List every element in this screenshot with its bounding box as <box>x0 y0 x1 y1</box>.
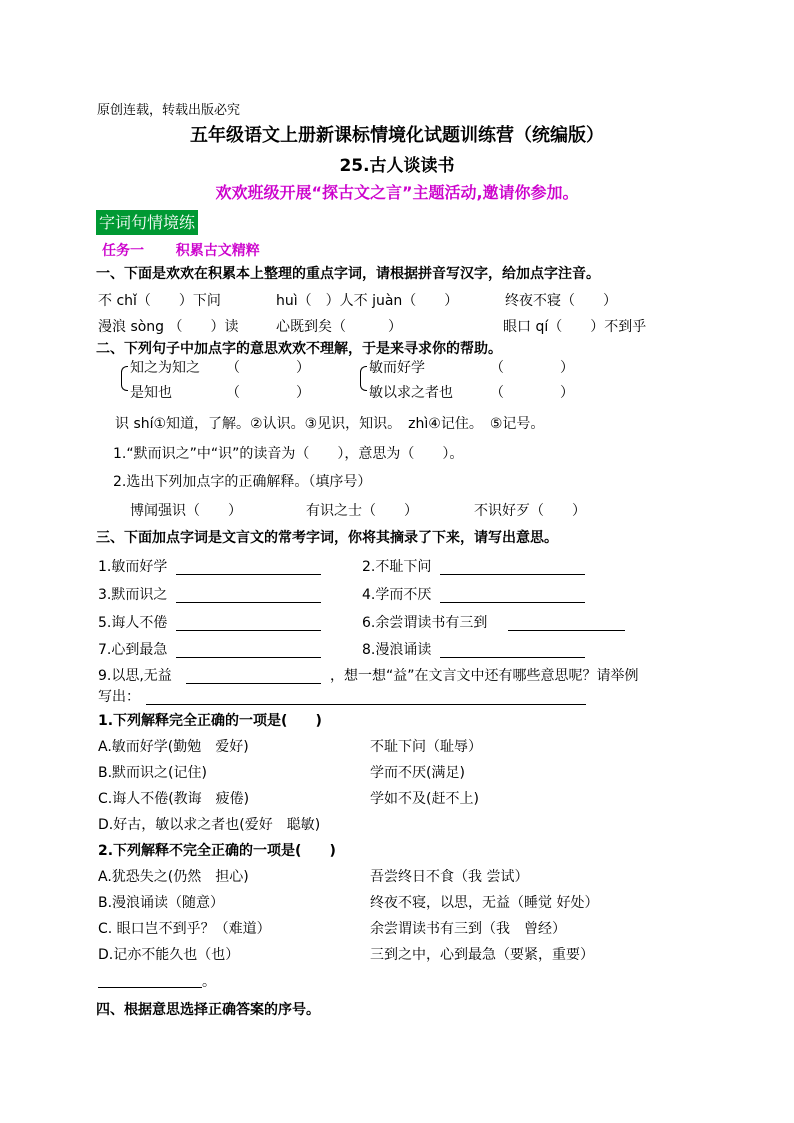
shi-definitions: 识 shí①知道，了解。②认识。③见识，知识。 zhì④记住。 ⑤记号。 <box>115 416 545 432</box>
mc2-option: 三到之中，心到最急（要紧，重要） <box>370 947 594 963</box>
answer-line[interactable] <box>440 574 585 575</box>
mc2-option: C. 眼口岂不到乎？（难道） <box>98 921 271 937</box>
mc2-heading: 2.下列解释不完全正确的一项是( ) <box>98 843 336 859</box>
q3-item: 6.余尝谓读书有三到 <box>362 615 488 631</box>
answer-line[interactable] <box>176 657 321 658</box>
mc2-option: 余尝谓读书有三到（我 曾经） <box>370 921 566 937</box>
q1-heading: 一、下面是欢欢在积累本上整理的重点字词，请根据拼音写汉字，给加点字注音。 <box>96 266 600 282</box>
answer-line[interactable] <box>176 630 321 631</box>
mc1-option: B.默而识之(记住) <box>98 765 207 781</box>
answer-paren: （ ） <box>490 360 574 376</box>
mc2-option: 终夜不寝，以思，无益（睡觉 好处） <box>370 895 599 911</box>
q1-item: 漫浪 sòng （ ）读 <box>98 319 239 335</box>
answer-line[interactable] <box>98 987 202 988</box>
mc1-option: D.好古，敏以求之者也(爱好 聪敏) <box>98 817 321 833</box>
section-banner: 字词句情境练 <box>96 210 198 235</box>
answer-line[interactable] <box>440 602 585 603</box>
activity-invitation: 欢欢班级开展“探古文之言”主题活动,邀请你参加。 <box>215 183 579 202</box>
mc1-option: C.诲人不倦(教诲 疲倦) <box>98 791 250 807</box>
q2-sub2-item: 有识之士（ ） <box>306 503 418 519</box>
answer-paren: （ ） <box>490 385 574 401</box>
mc2-option: D.记亦不能久也（也） <box>98 947 240 963</box>
answer-line[interactable] <box>176 602 321 603</box>
answer-line[interactable] <box>440 657 585 658</box>
q3-item: 2.不耻下问 <box>362 559 432 575</box>
answer-paren: （ ） <box>226 360 310 376</box>
phrase: 敏以求之者也 <box>369 385 453 401</box>
copyright-notice: 原创连载，转载出版必究 <box>97 103 241 118</box>
q1-item: 眼口 qí（ ）不到乎 <box>503 319 647 335</box>
mc2-option: 吾尝终日不食（我 尝试） <box>370 869 529 885</box>
q3-item: 8.漫浪诵读 <box>362 642 432 658</box>
q2-sub2-item: 不识好歹（ ） <box>474 503 586 519</box>
q2-sub1: 1.“默而识之”中“识”的读音为（ ），意思为（ ）。 <box>113 446 464 462</box>
brace-right <box>360 378 367 391</box>
q3-write-prompt: 写出： <box>98 689 140 705</box>
q1-item: 不 chǐ（ ）下问 <box>98 293 221 309</box>
end-mark: 。 <box>202 974 216 990</box>
q3-item: 5.诲人不倦 <box>98 615 168 631</box>
phrase: 知之为知之 <box>130 360 200 376</box>
q3-heading: 三、下面加点字词是文言文的常考字词，你将其摘录了下来，请写出意思。 <box>96 530 558 546</box>
task-name: 积累古文精粹 <box>175 243 260 259</box>
task-heading <box>102 240 260 260</box>
page-title: 五年级语文上册新课标情境化试题训练营（统编版） <box>190 125 604 146</box>
q2-sub2: 2.选出下列加点字的正确解释。（填序号） <box>113 474 372 490</box>
mc2-option: B.漫浪诵读（随意） <box>98 895 225 911</box>
q3-item: 3.默而识之 <box>98 587 168 603</box>
task-label: 任务一 <box>102 243 144 259</box>
mc1-option: 学如不及(赶不上) <box>370 791 479 807</box>
q3-item-tail: ，想一想“益”在文言文中还有哪些意思呢？请举例 <box>330 668 639 684</box>
mc1-heading: 1.下列解释完全正确的一项是( ) <box>98 713 322 729</box>
q3-item: 7.心到最急 <box>98 642 168 658</box>
answer-paren: （ ） <box>226 385 310 401</box>
phrase: 敏而好学 <box>369 360 425 376</box>
answer-line[interactable] <box>508 630 625 631</box>
answer-line[interactable] <box>176 574 321 575</box>
answer-line[interactable] <box>186 683 321 684</box>
mc1-option: 不耻下问（耻辱） <box>370 739 482 755</box>
brace-left <box>121 378 128 391</box>
q4-heading: 四、根据意思选择正确答案的序号。 <box>96 1002 320 1018</box>
mc1-option: A.敏而好学(勤勉 爱好) <box>98 739 249 755</box>
q1-item: 终夜不寝（ ） <box>505 293 617 309</box>
q3-item: 1.敏而好学 <box>98 559 168 575</box>
q2-heading: 二、下列句子中加点字的意思欢欢不理解，于是来寻求你的帮助。 <box>96 341 502 357</box>
phrase: 是知也 <box>130 385 172 401</box>
mc1-option: 学而不厌(满足) <box>370 765 465 781</box>
q1-item: 心既到矣（ ） <box>276 319 402 335</box>
lesson-title: 25.古人谈读书 <box>339 156 455 176</box>
q3-item: 9.以思,无益 <box>98 668 172 684</box>
answer-line[interactable] <box>146 704 586 705</box>
mc2-option: A.犹恐失之(仍然 担心) <box>98 869 249 885</box>
q2-sub2-item: 博闻强识（ ） <box>130 503 242 519</box>
q1-item: huì（ ）人不 juàn（ ） <box>276 293 459 309</box>
q3-item: 4.学而不厌 <box>362 587 432 603</box>
